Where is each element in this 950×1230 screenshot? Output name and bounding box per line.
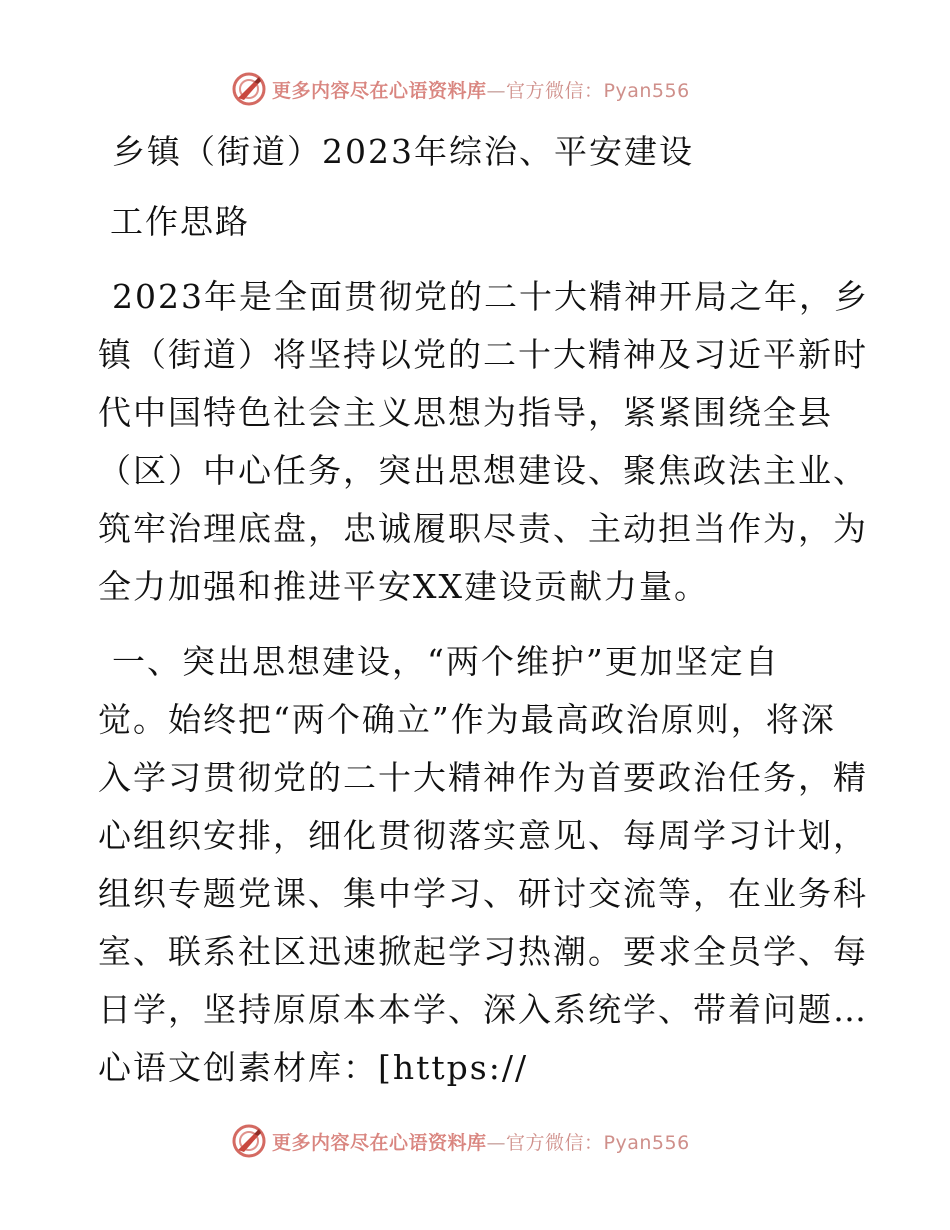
paragraph-1-line-3: 代中国特色社会主义思想为指导，紧紧围绕全县 bbox=[98, 393, 833, 432]
footer-separator: — bbox=[486, 1131, 507, 1154]
footer-slogan: 更多内容尽在心语资料库 bbox=[272, 1131, 487, 1154]
paragraph-1-line-4: （区）中心任务，突出思想建设、聚焦政法主业、 bbox=[98, 451, 868, 490]
paragraph-1-line-6: 全力加强和推进平安XX建设贡献力量。 bbox=[98, 567, 709, 606]
header-contact: 官方微信：Pyan556 bbox=[506, 79, 690, 102]
header-slogan: 更多内容尽在心语资料库 bbox=[272, 79, 487, 102]
paragraph-1-line-2: 镇（街道）将坚持以党的二十大精神及习近平新时 bbox=[98, 335, 868, 374]
header-separator: — bbox=[486, 79, 507, 102]
footer-contact: 官方微信：Pyan556 bbox=[506, 1131, 690, 1154]
document-title-line-1: 乡镇（街道）2023年综治、平安建设 bbox=[112, 132, 694, 171]
paragraph-2-line-8: 心语文创素材库：[https:// bbox=[98, 1048, 529, 1087]
paragraph-1-line-5: 筑牢治理底盘，忠诚履职尽责、主动担当作为，为 bbox=[98, 509, 868, 548]
document-title-line-2: 工作思路 bbox=[110, 202, 250, 241]
paragraph-2-line-6: 室、联系社区迅速掀起学习热潮。要求全员学、每 bbox=[98, 932, 868, 971]
paragraph-1-line-1: 2023年是全面贯彻党的二十大精神开局之年，乡 bbox=[112, 277, 869, 316]
footer-banner bbox=[232, 1124, 712, 1158]
header-banner bbox=[232, 72, 712, 106]
paragraph-2-line-7: 日学，坚持原原本本学、深入系统学、带着问题… bbox=[98, 990, 868, 1029]
brand-logo-icon bbox=[232, 1124, 266, 1158]
paragraph-2-line-2: 觉。始终把“两个确立”作为最高政治原则，将深 bbox=[98, 700, 836, 739]
paragraph-2-line-1: 一、突出思想建设，“两个维护”更加坚定自 bbox=[112, 642, 780, 681]
paragraph-2-line-4: 心组织安排，细化贯彻落实意见、每周学习计划， bbox=[98, 816, 868, 855]
brand-logo-icon bbox=[232, 72, 266, 106]
paragraph-2-line-3: 入学习贯彻党的二十大精神作为首要政治任务，精 bbox=[98, 758, 868, 797]
paragraph-2-line-5: 组织专题党课、集中学习、研讨交流等，在业务科 bbox=[98, 874, 868, 913]
